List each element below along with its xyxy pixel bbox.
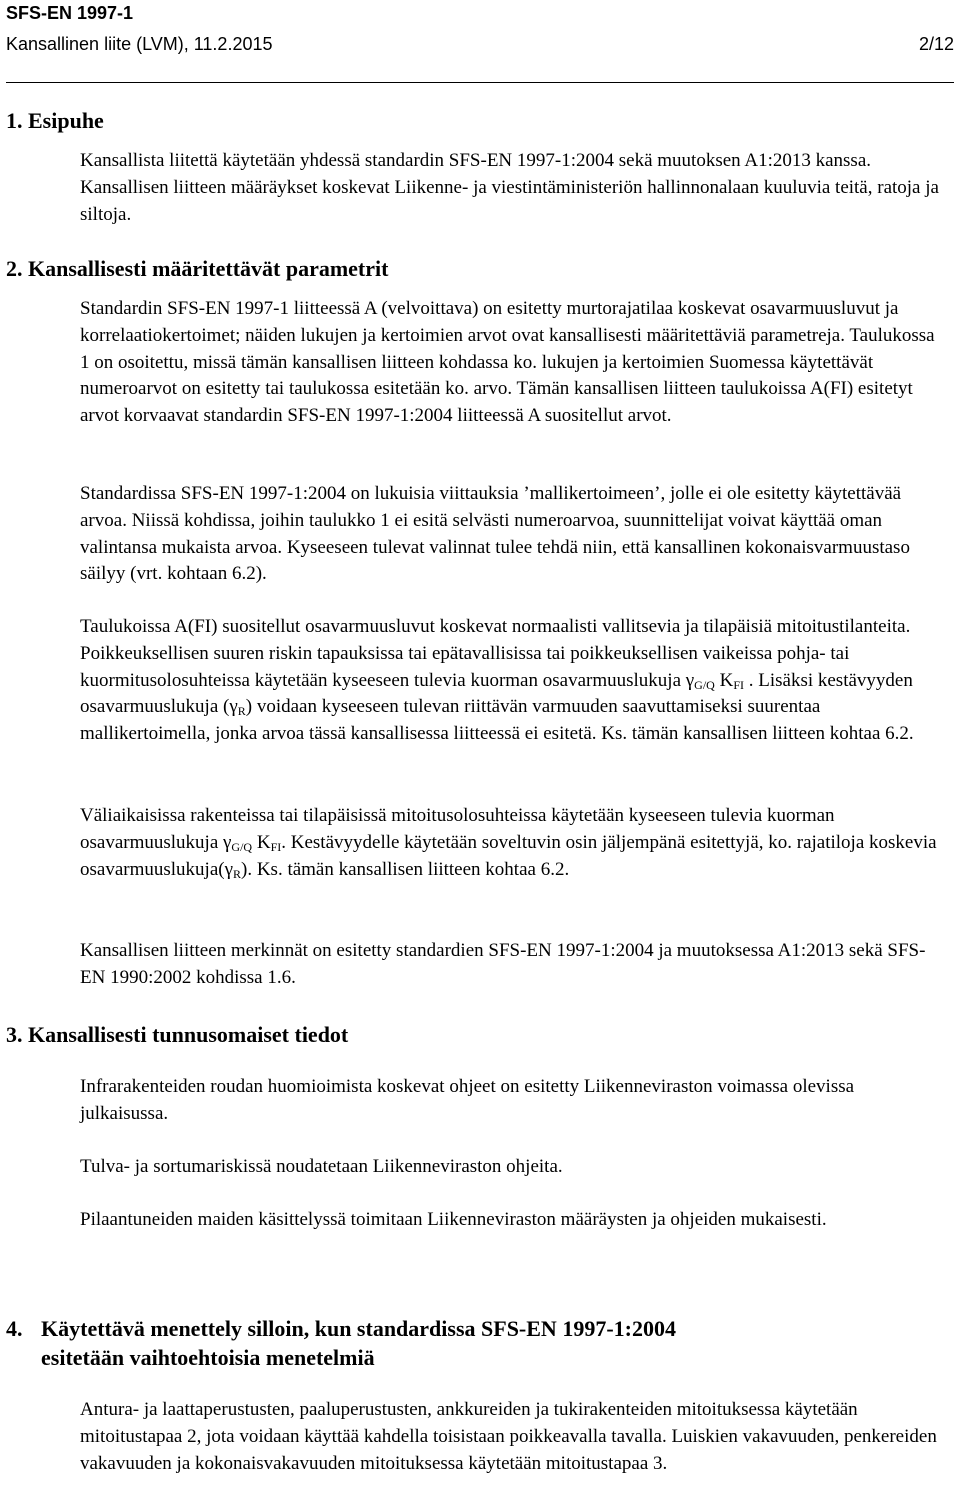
section-1-paragraph: Kansallista liitettä käytetään yhdessä standardin SFS-EN 1997-1:2004 sekä muutoksen A1:2013 kanssa. Kansallisen liitteen määräykset koskevat Liikenne- ja viestintäministeriön hallinnonalaan kuuluvia teitä, ratoja ja siltoja. (80, 150, 939, 225)
section-3-heading: 3. Kansallisesti tunnusomaiset tiedot (6, 1022, 349, 1047)
section-3-paragraph-2: Tulva- ja sortumariskissä noudatetaan Liikenneviraston ohjeita. (80, 1156, 563, 1177)
text-run: ) voidaan kyseeseen tulevan riittävän varmuuden saavuttamiseksi suurentaa mallikertoimella, jonka arvoa tässä kansallisessa liitteessä ei esitetä. Ks. tämän kansallisen liitteen kohtaa 6.2. (80, 696, 914, 745)
section-1-heading: 1. Esipuhe (6, 108, 104, 133)
gamma-symbol: γ (685, 669, 695, 691)
document-code: SFS-EN 1997-1 (6, 3, 134, 23)
gamma-symbol: γ (224, 858, 233, 880)
section-4-paragraph: Antura- ja laattaperustusten, paaluperustusten, ankkureiden ja tukirakenteiden mitoituksessa käytetään mitoitustapaa 2, jota voidaan käyttää kahdella toisistaan poikkeavalla tavalla. Luiskien vakavuuden, penkereiden vakavuuden ja kokonaisvakavuuden mitoituksessa käytetään mitoitustapaa 3. (80, 1399, 937, 1474)
page-number: 2/12 (918, 34, 954, 54)
section-2-paragraph-4 (80, 803, 940, 883)
section-2-paragraph-1: Standardin SFS-EN 1997-1 liitteessä A (velvoittava) on esitetty murtorajatilaa koskevat osavarmuusluvut ja korrelaatiokertoimet; näiden lukujen ja kertoimien arvot ovat kansallisesti määritettäviä parametreja. Taulukossa 1 on osoitettu, missä tämän kansallisen liitteen kohdassa ko. lukujen ja kertoimien Suomessa käytettävät numeroarvot on esitetty tai taulukossa esitetään ko. arvo. Tämän kansallisen liitteen taulukoissa A(FI) esitetyt arvot korvaavat standardin SFS-EN 1997-1:2004 liitteessä A suositellut arvot. (80, 298, 935, 427)
section-3-paragraph-3: Pilaantuneiden maiden käsittelyssä toimitaan Liikenneviraston määräysten ja ohjeiden mukaisesti. (80, 1209, 827, 1230)
section-4-heading-line-1: Käytettävä menettely silloin, kun standardissa SFS-EN 1997-1:2004 (41, 1316, 676, 1341)
section-2-paragraph-3 (80, 614, 940, 748)
section-2-heading: 2. Kansallisesti määritettävät parametrit (6, 256, 389, 281)
gamma-symbol: γ (229, 696, 238, 718)
text-run: K (252, 831, 271, 853)
section-2-paragraph-5: Kansallisen liitteen merkinnät on esitetty standardien SFS-EN 1997-1:2004 ja muutoksessa A1:2013 sekä SFS-EN 1990:2002 kohdissa 1.6. (80, 940, 926, 988)
text-run: Taulukoissa A(FI) suositellut osavarmuusluvut koskevat normaalisti vallitsevia ja tilapäisiä mitoitustilanteita. Poikkeuksellisen suuren riskin tapauksissa tai epätavallisissa tai poikkeuksellisen vaikeissa pohja- tai kuormitusolosuhteissa käytetään kyseeseen tulevia kuorman osavarmuuslukuja (80, 616, 911, 691)
text-run: . Kestävyydelle käytetään soveltuvin osin jäljempänä esitettyjä, ko. rajatiloja koskevia osavarmuuslukuja( (80, 831, 937, 880)
section-2-paragraph-2: Standardissa SFS-EN 1997-1:2004 on lukuisia viittauksia ’mallikertoimeen’, jolle ei ole esitetty käytettävää arvoa. Niissä kohdissa, joihin taulukko 1 ei esitä selvästi numeroarvoa, suunnittelijat voivat käyttää oman valintansa mukaista arvoa. Kyseeseen tulevat valinnat tulee tehdä niin, että kansallinen kokonaisvarmuustaso säilyy (vrt. kohtaan 6.2). (80, 483, 910, 585)
subscript: G/Q (694, 677, 715, 692)
text-run: . Lisäksi kestävyyden osavarmuuslukuja ( (80, 669, 913, 718)
section-4-heading-line-2: esitetään vaihtoehtoisia menetelmiä (41, 1345, 375, 1370)
section-4-number: 4. (6, 1316, 23, 1341)
text-run: Väliaikaisissa rakenteissa tai tilapäisissä mitoitusolosuhteissa käytetään kyseeseen tulevia kuorman osavarmuuslukuja (80, 805, 835, 853)
subscript: FI (733, 677, 744, 692)
section-3-paragraph-1: Infrarakenteiden roudan huomioimista koskevat ohjeet on esitetty Liikenneviraston voimassa olevissa julkaisussa. (80, 1076, 855, 1124)
header-rule (6, 82, 954, 83)
subscript: G/Q (231, 839, 253, 854)
text-run: K (714, 669, 734, 691)
document-subtitle: Kansallinen liite (LVM), 11.2.2015 (6, 34, 273, 54)
gamma-symbol: γ (223, 831, 232, 853)
text-run: ). Ks. tämän kansallisen liitteen kohtaa 6.2. (241, 858, 570, 880)
subscript: R (232, 866, 241, 881)
subscript: R (237, 704, 246, 719)
subscript: FI (270, 839, 282, 854)
